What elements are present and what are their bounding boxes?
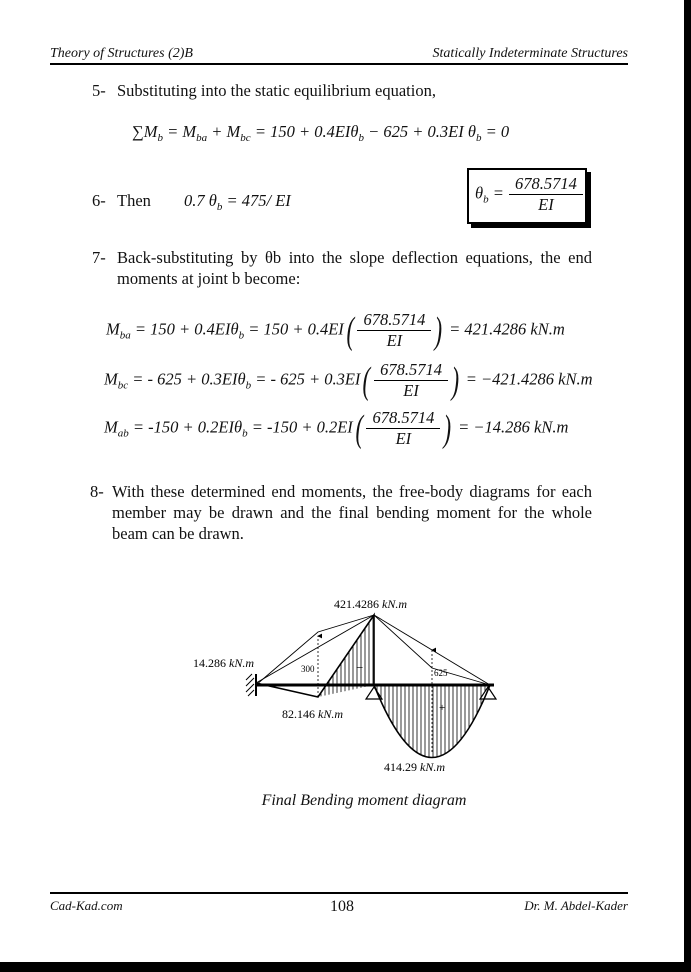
theta-symbol: θ — [475, 183, 484, 203]
label-left-moment: 14.286 kN.m — [193, 656, 254, 670]
moment-ba-num: 678.5714 — [357, 310, 431, 331]
moment-ba-symbol: M — [106, 319, 120, 339]
moment-ab-den: EI — [395, 429, 412, 448]
moment-ba-result: = 421.4286 kN.m — [449, 319, 565, 339]
step-8-text: With these determined end moments, the free-body diagrams for each member may be drawn and the final bending moment for the whole beam can be drawn. — [112, 482, 592, 543]
equilibrium-equation: $\sum M_b = M_{ba} + M_{bc} = 150 + 0.4EI\theta_b - 625 + 0.3EI$ $\theta_b = 0$ — [132, 122, 510, 144]
moment-ba-a: = 150 + 0.4EIθ — [134, 319, 239, 339]
theta-numerator: 678.5714 — [509, 174, 583, 195]
header-left: Theory of Structures (2)B — [50, 46, 193, 61]
eq-sum-rest2: − 625 + 0.3EI θ — [368, 122, 476, 141]
moment-ab-symbol: M — [104, 417, 118, 437]
moment-ba-b: = 150 + 0.4EI — [248, 319, 344, 339]
step-6-then: Then — [117, 191, 151, 210]
eq-sum-end: = 0 — [485, 122, 510, 141]
moment-ab-a: = -150 + 0.2EIθ — [132, 417, 243, 437]
label-plus-sign: + — [439, 702, 446, 714]
moment-bc-result: = −421.4286 kN.m — [465, 369, 593, 389]
diagram-caption: Final Bending moment diagram — [261, 792, 467, 809]
footer-right: Dr. M. Abdel-Kader — [524, 898, 628, 913]
label-bottom-moment: 414.29 kN.m — [384, 760, 445, 774]
moment-bc-num: 678.5714 — [374, 360, 448, 381]
moment-ba-den: EI — [386, 331, 403, 350]
label-top-moment: 421.4286 kN.m — [334, 597, 407, 611]
label-mid-moment: 82.146 kN.m — [282, 707, 343, 721]
eq-sum-rhs2: + M — [211, 122, 241, 141]
step-7-text: Back-substituting by θb into the slope deflection equations, the end moments at joint b become: — [117, 248, 592, 288]
moment-bc-den: EI — [403, 381, 419, 400]
moment-eq-bc: $M_{bc}$ = - 625 + 0.3EIθ$_b$ = - 625 + 0.3EI( $\frac{678.5714}{EI}$ ) = −421.4286 kN.m — [104, 359, 593, 402]
moment-ab-num: 678.5714 — [366, 408, 440, 429]
step-6-eq-a: 0.7 θ — [184, 191, 217, 210]
step-6-equation: 0.7 $\theta_b = 475/$ EI — [184, 191, 291, 213]
label-minus-sign: − — [356, 660, 364, 675]
label-height-300: 300 — [301, 664, 315, 674]
step-5-number: 5- — [92, 81, 106, 100]
moment-ab-b: = -150 + 0.2EI — [251, 417, 353, 437]
moment-bc-b: = - 625 + 0.3EI — [255, 369, 361, 389]
step-5-text: Substituting into the static equilibrium equation, — [117, 81, 436, 100]
footer-rule — [50, 892, 628, 894]
page-number: 108 — [330, 898, 354, 915]
moment-bc-a: = - 625 + 0.3EIθ — [132, 369, 246, 389]
step-8-number: 8- — [90, 482, 104, 501]
footer-left: Cad-Kad.com — [50, 898, 123, 913]
moment-ab-sub: ab — [117, 427, 129, 440]
moment-bc-sub: bc — [117, 379, 129, 392]
header-right: Statically Indeterminate Structures — [432, 46, 628, 61]
theta-result: $\theta_b$ = $\frac{678.5714}{EI}$ — [475, 174, 584, 215]
step-7-number: 7- — [92, 248, 106, 267]
eq-sum-rest: = 150 + 0.4EIθ — [254, 122, 359, 141]
moment-ab-result: = −14.286 kN.m — [458, 417, 569, 437]
moment-eq-ba: $M_{ba} = 150 + 0.4EI\theta_b = 150 + 0.4EI$( $\frac{678.5714}{EI}$ ) = 421.4286 kN.m — [106, 309, 565, 352]
step-6-eq-b: = 475/ EI — [226, 191, 291, 210]
label-height-625: 625 — [434, 668, 448, 678]
theta-denominator: EI — [538, 195, 554, 214]
moment-ba-sub: ba — [119, 329, 131, 342]
moment-eq-ab: $M_{ab} = -150 + 0.2EI\theta_b = -150 + 0.2EI$( $\frac{678.5714}{EI}$ ) = −14.286 kN.m — [104, 407, 569, 450]
eq-sum-rhs1: = M — [167, 122, 197, 141]
moment-bc-symbol: M — [104, 369, 118, 389]
step-6-number: 6- — [92, 191, 106, 210]
eq-sum-lhs: ∑M — [132, 122, 158, 141]
fixed-support-hatch — [246, 674, 254, 696]
